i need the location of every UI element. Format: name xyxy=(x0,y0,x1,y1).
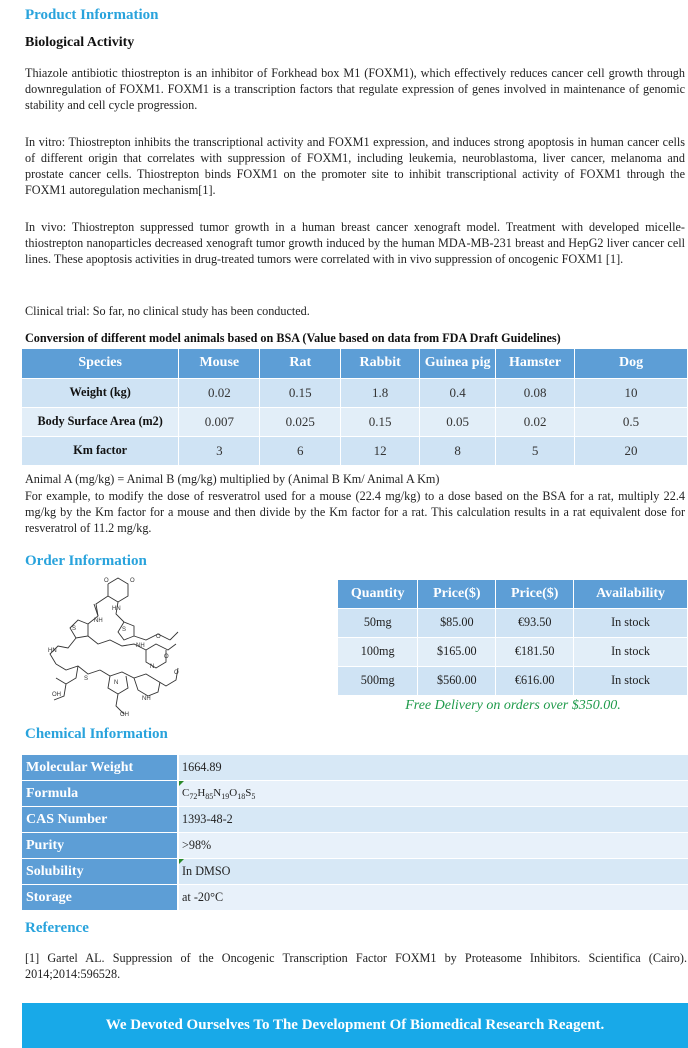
svg-text:OH: OH xyxy=(120,712,129,718)
chemical-formula: $C_{72}H_{85}N_{19}O_{18}S_5$ xyxy=(182,787,256,802)
order-price-usd: $85.00 xyxy=(418,608,496,637)
svg-text:O: O xyxy=(164,654,169,660)
table-row xyxy=(22,378,688,407)
svg-text:HN: HN xyxy=(112,606,121,612)
footer-banner xyxy=(22,1003,688,1048)
solubility-label: Solubility xyxy=(22,859,178,885)
bsa-header-guinea-pig: Guinea pig xyxy=(420,349,496,378)
chemical-information-heading: Chemical Information xyxy=(25,726,168,742)
table-row xyxy=(22,807,688,833)
order-price-eur: €616.00 xyxy=(496,666,574,695)
cas-number-value: 1393-48-2 xyxy=(178,807,688,833)
svg-text:O: O xyxy=(104,578,109,584)
table-cell: 0.05 xyxy=(420,407,496,436)
table-row xyxy=(22,781,688,807)
order-header-availability: Availability xyxy=(574,580,688,608)
molecular-weight-label: Molecular Weight xyxy=(22,755,178,781)
svg-text:NH: NH xyxy=(136,643,145,649)
order-header-price-eur: Price($) xyxy=(496,580,574,608)
paragraph-overview: Thiazole antibiotic thiostrepton is an inhibitor of Forkhead box M1 (FOXM1), which effectively reduces cancer cell growth through downregulation of FOXM1. FOXM1 is a transcription factors that regulate expression of genes involved in maintenance of genomic stability and cell cycle progression. xyxy=(25,66,685,112)
chemical-info-table xyxy=(22,754,688,911)
bsa-conversion-table xyxy=(22,349,688,465)
order-row[interactable] xyxy=(338,666,688,695)
table-row xyxy=(22,859,688,885)
formula-label: Formula xyxy=(22,781,178,807)
reference-citation: [1] Gartel AL. Suppression of the Oncogenic Transcription Factor FOXM1 by Proteasome Inhibitors. Scientifica (Cairo). 2014;2014:596528. xyxy=(25,951,687,981)
table-cell: 5 xyxy=(496,436,575,465)
table-cell: 0.4 xyxy=(420,378,496,407)
comment-flag-icon xyxy=(179,859,184,864)
paragraph-clinical-trial: Clinical trial: So far, no clinical study has been conducted. xyxy=(25,304,310,318)
table-cell: 12 xyxy=(341,436,420,465)
table-cell: 20 xyxy=(575,436,688,465)
cas-number-label: CAS Number xyxy=(22,807,178,833)
svg-text:HN: HN xyxy=(48,648,57,654)
solubility-value xyxy=(178,859,688,885)
table-cell: 1.8 xyxy=(341,378,420,407)
order-price-table xyxy=(338,580,688,695)
order-availability: In stock xyxy=(574,666,688,695)
table-cell: 0.08 xyxy=(496,378,575,407)
svg-text:N: N xyxy=(114,680,119,686)
paragraph-in-vitro: In vitro: Thiostrepton inhibits the transcriptional activity and FOXM1 expression, and induces strong apoptosis in human cancer cells of different origin that correlates with suppression of FOXM1, including leukemia, neuroblastoma, liver cancer, melanoma and prostate cancer cells. Thiostrepton binds FOXM1 on the promoter site to inhibit transcriptional activity of FOXM1 through the FOXM1 autoregulation mechanism[1]. xyxy=(25,135,685,197)
order-header-row xyxy=(338,580,688,608)
svg-text:N: N xyxy=(150,664,155,670)
solubility-text: In DMSO xyxy=(182,864,231,878)
table-cell: 3 xyxy=(179,436,260,465)
order-price-eur: €93.50 xyxy=(496,608,574,637)
table-row xyxy=(22,407,688,436)
table-row xyxy=(22,755,688,781)
svg-text:O: O xyxy=(174,670,179,676)
table-cell: 0.025 xyxy=(260,407,341,436)
svg-text:OH: OH xyxy=(52,692,61,698)
bsa-header-mouse: Mouse xyxy=(179,349,260,378)
order-quantity: 100mg xyxy=(338,637,418,666)
order-price-usd: $560.00 xyxy=(418,666,496,695)
molecular-weight-value: 1664.89 xyxy=(178,755,688,781)
order-row[interactable] xyxy=(338,608,688,637)
order-header-quantity: Quantity xyxy=(338,580,418,608)
product-information-heading: Product Information xyxy=(25,7,159,23)
bsa-example-note: For example, to modify the dose of resveratrol used for a mouse (22.4 mg/kg) to a dose based on the BSA for a rat, multiply 22.4 mg/kg by the Km factor for a mouse and then divide by the Km factor for a rat. This calculation results in a rat equivalent dose for resveratrol of 11.2 mg/kg. xyxy=(25,489,685,535)
row-label: Body Surface Area (m2) xyxy=(22,407,179,436)
bsa-formula-note: Animal A (mg/kg) = Animal B (mg/kg) multiplied by (Animal B Km/ Animal A Km) xyxy=(25,472,440,486)
table-row xyxy=(22,885,688,911)
formula-value xyxy=(178,781,688,807)
order-information-heading: Order Information xyxy=(25,553,147,569)
svg-text:O: O xyxy=(130,578,135,584)
purity-label: Purity xyxy=(22,833,178,859)
footer-banner-text: We Devoted Ourselves To The Development Of Biomedical Research Reagent. xyxy=(105,1017,605,1033)
reference-heading: Reference xyxy=(25,920,89,936)
bsa-header-row xyxy=(22,349,688,378)
table-cell: 8 xyxy=(420,436,496,465)
table-row xyxy=(22,833,688,859)
storage-label: Storage xyxy=(22,885,178,911)
svg-text:S: S xyxy=(122,627,127,633)
bsa-table-caption: Conversion of different model animals based on BSA (Value based on data from FDA Draft Guidelines) xyxy=(25,331,561,345)
table-cell: 10 xyxy=(575,378,688,407)
molecule-structure-image xyxy=(38,574,190,720)
free-delivery-note: Free Delivery on orders over $350.00. xyxy=(405,698,621,713)
svg-text:S: S xyxy=(72,626,77,632)
purity-value: >98% xyxy=(178,833,688,859)
order-availability: In stock xyxy=(574,637,688,666)
order-price-usd: $165.00 xyxy=(418,637,496,666)
table-row xyxy=(22,436,688,465)
bsa-header-hamster: Hamster xyxy=(496,349,575,378)
order-quantity: 500mg xyxy=(338,666,418,695)
paragraph-in-vivo: In vivo: Thiostrepton suppressed tumor growth in a human breast cancer xenograft model. Treatment with developed micelle-thiostrepton nanoparticles decreased xenograft tumor growth induced by the human MDA-MB-231 breast and HepG2 liver cancer cell lines. These apoptosis activities in drug-treated tumors were correlated with in vivo suppression of oncogenic FOXM1 [1]. xyxy=(25,220,685,266)
order-quantity: 50mg xyxy=(338,608,418,637)
svg-text:NH: NH xyxy=(94,618,103,624)
table-cell: 0.02 xyxy=(496,407,575,436)
order-price-eur: €181.50 xyxy=(496,637,574,666)
table-cell: 0.02 xyxy=(179,378,260,407)
bsa-header-species: Species xyxy=(22,349,179,378)
comment-flag-icon xyxy=(179,781,184,786)
bsa-header-rabbit: Rabbit xyxy=(341,349,420,378)
biological-activity-heading: Biological Activity xyxy=(25,35,135,50)
svg-text:NH: NH xyxy=(142,696,151,702)
storage-value: at -20°C xyxy=(178,885,688,911)
bsa-header-rat: Rat xyxy=(260,349,341,378)
svg-text:O: O xyxy=(156,634,161,640)
table-cell: 0.15 xyxy=(260,378,341,407)
bsa-header-dog: Dog xyxy=(575,349,688,378)
row-label: Km factor xyxy=(22,436,179,465)
table-cell: 0.15 xyxy=(341,407,420,436)
order-row[interactable] xyxy=(338,637,688,666)
table-cell: 0.5 xyxy=(575,407,688,436)
order-header-price-usd: Price($) xyxy=(418,580,496,608)
order-availability: In stock xyxy=(574,608,688,637)
row-label: Weight (kg) xyxy=(22,378,179,407)
svg-text:S: S xyxy=(84,676,89,682)
table-cell: 0.007 xyxy=(179,407,260,436)
table-cell: 6 xyxy=(260,436,341,465)
